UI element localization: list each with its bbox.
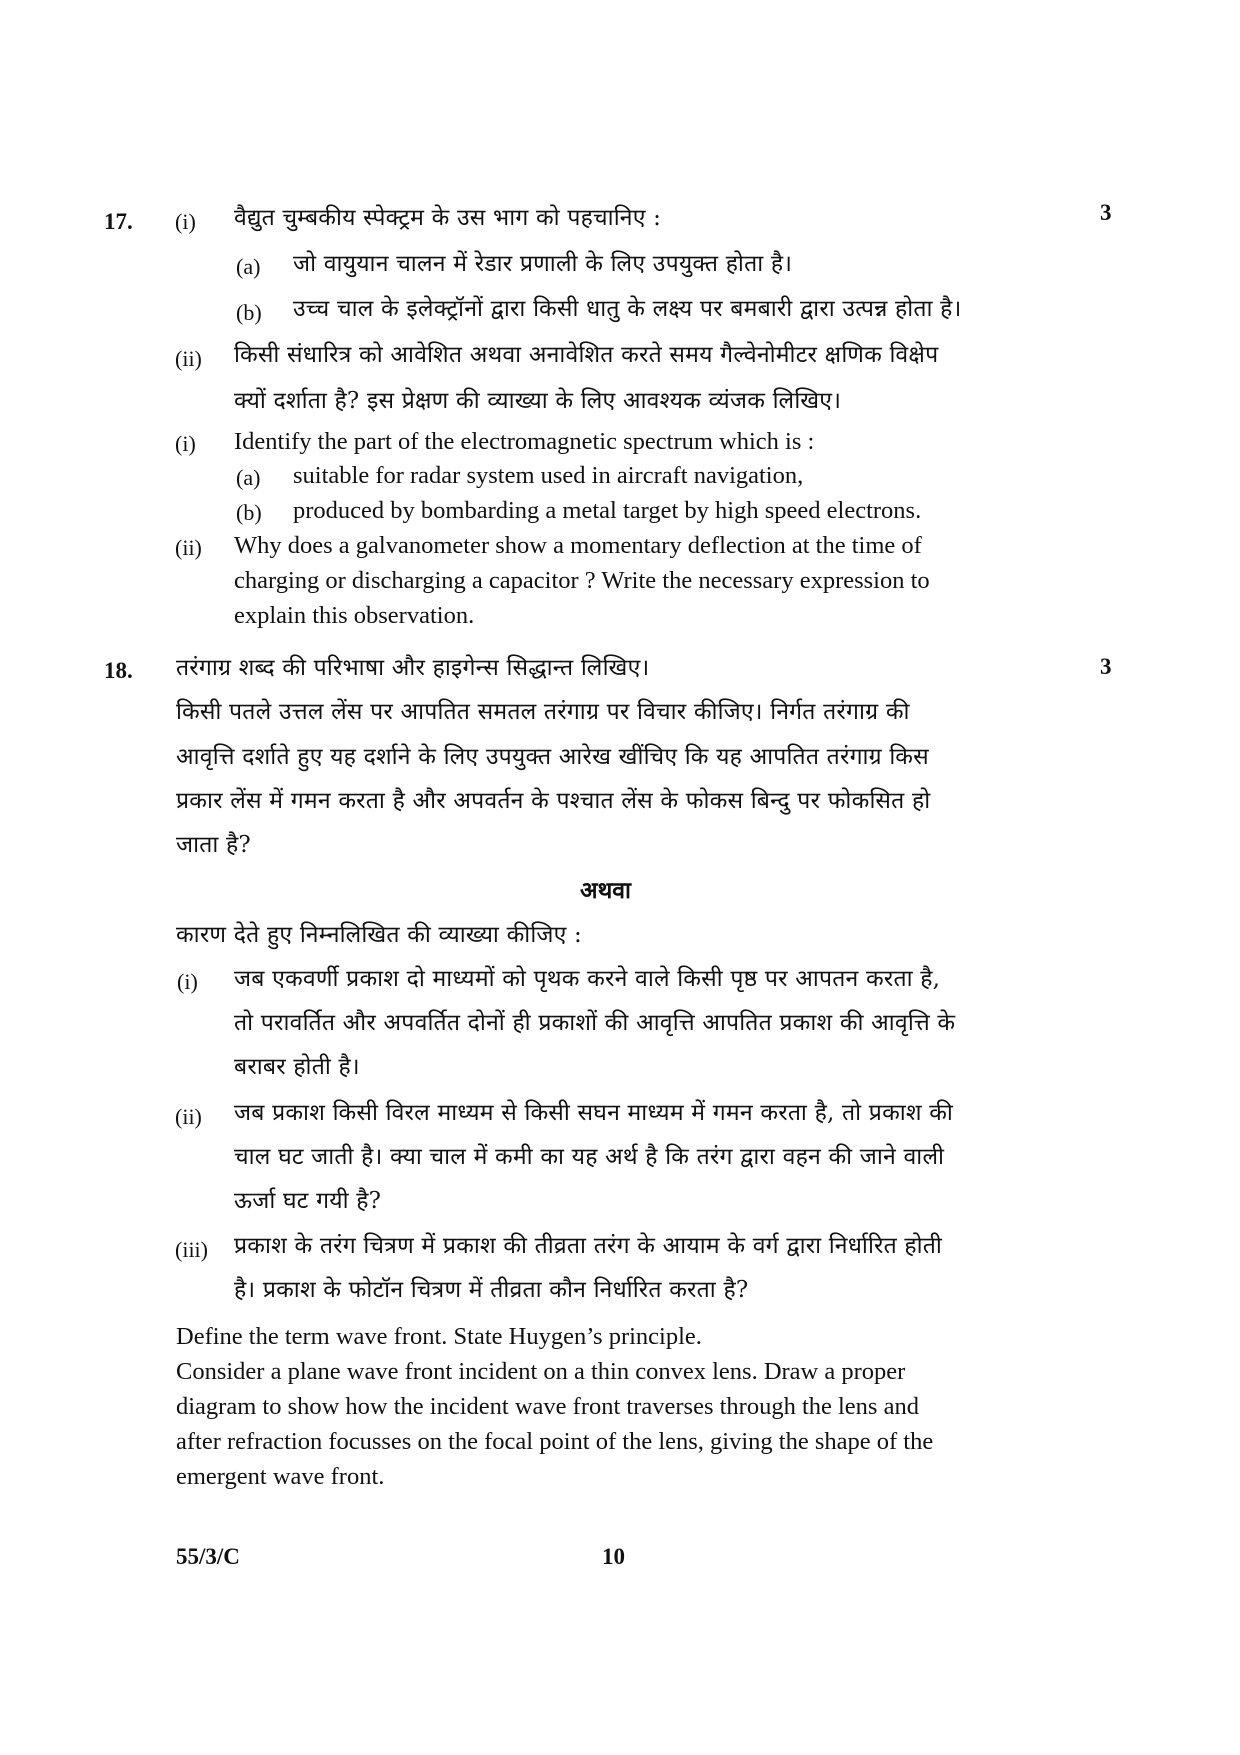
q17-hi-a-label: (a) [236,254,261,279]
q17-en-ii-line3: explain this observation. [234,602,475,629]
q17-hi-ii-line1: किसी संधारित्र को आवेशित अथवा अनावेशित करते समय गैल्वेनोमीटर क्षणिक विक्षेप [234,342,939,368]
q17-hi-b-label: (b) [236,300,262,325]
q17-number: 17. [104,209,133,234]
q17-en-a-label: (a) [236,465,261,490]
q18-or-ii-label: (ii) [175,1104,202,1129]
q18-hi-line2: किसी पतले उत्तल लेंस पर आपतित समतल तरंगाग्र पर विचार कीजिए। निर्गत तरंगाग्र की [176,699,910,725]
q17-en-a-text: suitable for radar system used in aircraft navigation, [293,462,804,489]
q18-marks: 3 [1100,654,1112,679]
q18-or-ii-line2: चाल घट जाती है। क्या चाल में कमी का यह अर्थ है कि तरंग द्वारा वहन की जाने वाली [234,1144,945,1170]
q17-marks: 3 [1100,200,1112,225]
q18-or-i-line1: जब एकवर्णी प्रकाश दो माध्यमों को पृथक करने वाले किसी पृष्ठ पर आपतन करता है, [234,966,941,992]
q17-hi-ii-label: (ii) [175,346,202,371]
q17-en-i-text: Identify the part of the electromagnetic spectrum which is : [234,428,815,455]
paper-code: 55/3/C [176,1544,240,1569]
q18-en-line1: Define the term wave front. State Huygen’s principle. [176,1323,702,1350]
page-number: 10 [602,1544,625,1569]
or-separator: अथवा [580,877,632,904]
q17-en-b-label: (b) [236,500,262,525]
q17-en-ii-line2: charging or discharging a capacitor ? Write the necessary expression to [234,567,930,594]
q18-hi-line1: तरंगाग्र शब्द की परिभाषा और हाइगेन्स सिद्धान्त लिखिए। [176,655,650,681]
q18-number: 18. [104,658,133,683]
q18-hi-line4: प्रकार लेंस में गमन करता है और अपवर्तन के पश्चात लेंस के फोकस बिन्दु पर फोकसित हो [176,788,931,814]
q17-en-ii-label: (ii) [175,535,202,560]
q17-en-ii-line1: Why does a galvanometer show a momentary deflection at the time of [234,532,922,559]
q18-or-i-label: (i) [177,969,198,994]
q17-en-b-text: produced by bombarding a metal target by high speed electrons. [293,497,922,524]
q17-hi-i-text: वैद्युत चुम्बकीय स्पेक्ट्रम के उस भाग को पहचानिए : [234,205,662,231]
q18-or-ii-line1: जब प्रकाश किसी विरल माध्यम से किसी सघन माध्यम में गमन करता है, तो प्रकाश की [234,1100,954,1126]
q18-en-line5: emergent wave front. [176,1463,385,1490]
q18-hi-line5: जाता है? [176,832,251,858]
q17-hi-b-text: उच्च चाल के इलेक्ट्रॉनों द्वारा किसी धातु के लक्ष्य पर बमबारी द्वारा उत्पन्न होता है। [293,296,962,322]
q18-hi-line3: आवृत्ति दर्शाते हुए यह दर्शाने के लिए उपयुक्त आरेख खींचिए कि यह आपतित तरंगाग्र किस [176,744,929,770]
q18-en-line4: after refraction focusses on the focal point of the lens, giving the shape of the [176,1428,934,1455]
q18-or-iii-label: (iii) [175,1237,208,1262]
q17-hi-ii-line2: क्यों दर्शाता है? इस प्रेक्षण की व्याख्या के लिए आवश्यक व्यंजक लिखिए। [234,388,842,414]
q17-en-i-label: (i) [175,431,196,456]
q18-or-i-line3: बराबर होती है। [234,1054,360,1080]
q18-or-i-line2: तो परावर्तित और अपवर्तित दोनों ही प्रकाशों की आवृत्ति आपतित प्रकाश की आवृत्ति के [234,1010,956,1036]
q18-en-line2: Consider a plane wave front incident on a thin convex lens. Draw a proper [176,1358,906,1385]
q17-hi-i-label: (i) [175,209,196,234]
q18-or-ii-line3: ऊर्जा घट गयी है? [234,1188,382,1214]
q18-or-intro: कारण देते हुए निम्नलिखित की व्याख्या कीजिए : [176,922,583,948]
q18-or-iii-line1: प्रकाश के तरंग चित्रण में प्रकाश की तीव्रता तरंग के आयाम के वर्ग द्वारा निर्धारित होती [234,1233,943,1259]
q18-or-iii-line2: है। प्रकाश के फोटॉन चित्रण में तीव्रता कौन निर्धारित करता है? [234,1277,749,1303]
q17-hi-a-text: जो वायुयान चालन में रेडार प्रणाली के लिए उपयुक्त होता है। [293,251,793,277]
q18-en-line3: diagram to show how the incident wave front traverses through the lens and [176,1393,919,1420]
